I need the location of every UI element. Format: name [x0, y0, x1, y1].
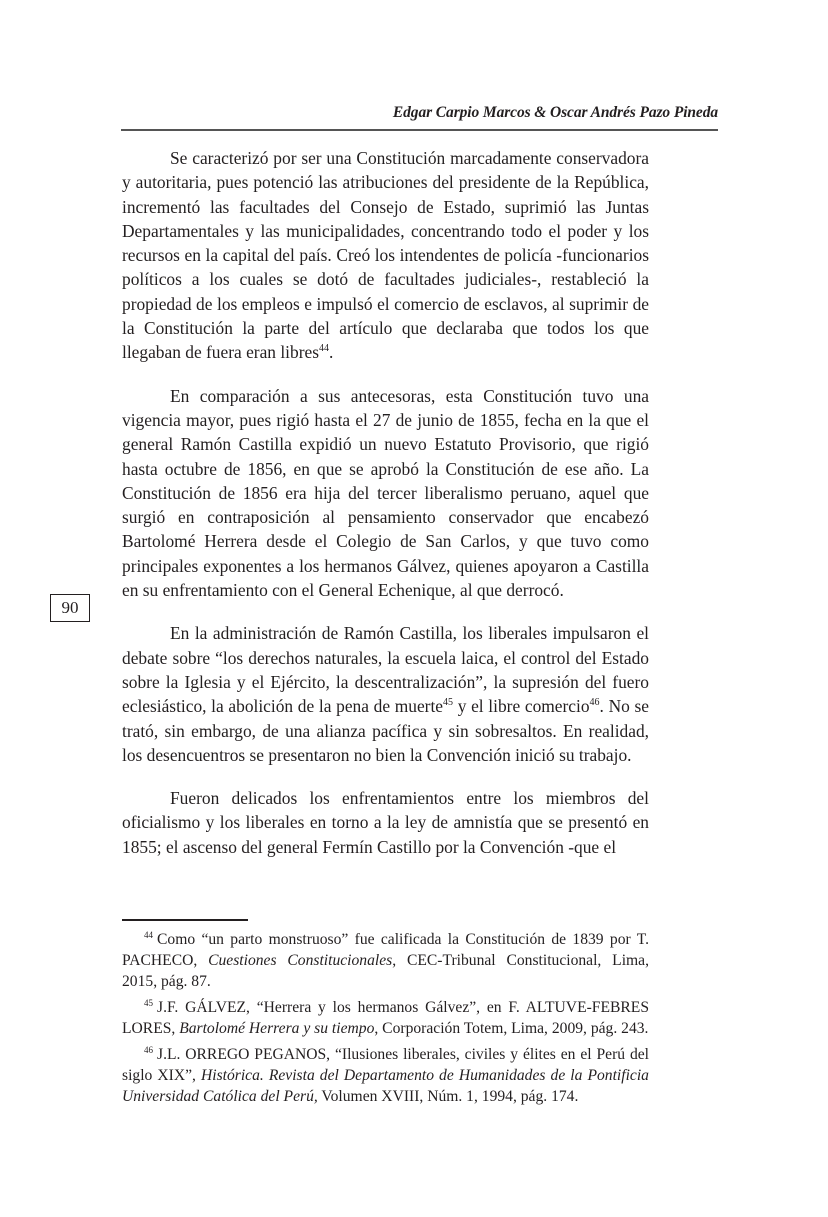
footnote-separator [122, 919, 248, 921]
footnotes [122, 929, 649, 1112]
footnote [122, 997, 649, 1039]
header-rule [121, 129, 718, 131]
paragraph-text: Fueron delicados los enfrentamientos entre los miembros del oficialismo y los liberales en torno a la ley de amnistía que se presentó en 1855; el ascenso del general Fermín Castillo por la Convención -que el [122, 788, 649, 857]
footnote-number: 45 [144, 997, 153, 1008]
footnote-ref[interactable]: 44 [319, 343, 329, 355]
page-number: 90 [50, 594, 90, 622]
footnote [122, 929, 649, 992]
paragraph-text: Se caracterizó por ser una Constitución marcadamente conservadora y autoritaria, pues potenció las atribuciones del presidente de la República, incrementó las facultades del Consejo de Estado, suprimió las Juntas Departamentales y las municipalidades, concentrando todo el poder y los recursos en la capital del país. Creó los intendentes de policía -funcionarios políticos a los cuales se dotó de facultades judiciales-, restableció la propiedad de los empleos e impulsó el comercio de esclavos, al suprimir de la Constitución la parte del artículo que declaraba que todos los que llegaban de fuera eran libres [122, 148, 649, 363]
footnote-title: Bartolomé Herrera y su tiempo [179, 1020, 375, 1037]
paragraph-text: . No se trató, sin embargo, de una alianza pacífica y sin sobresaltos. En realidad, los desencuentros se presentaron no bien la Convención inició su trabajo. [122, 696, 649, 765]
footnote-ref[interactable]: 46 [589, 697, 600, 709]
paragraph-text: . [329, 342, 334, 363]
footnote-text: , CEC-Tribunal Constitucional, Lima, 2015, pág. 87. [122, 952, 649, 990]
footnote-number: 46 [144, 1044, 153, 1055]
paragraph [122, 384, 649, 603]
footnote-title: Cuestiones Constitucionales [208, 952, 393, 969]
paragraph-text: y el libre comercio [453, 696, 590, 717]
paragraph [122, 621, 649, 767]
running-head: Edgar Carpio Marcos & Oscar Andrés Pazo Pineda [392, 104, 718, 121]
footnote-text: Volumen XVIII, Núm. 1, 1994, pág. 174. [317, 1088, 579, 1105]
footnote-text: Como “un parto monstruoso” fue calificada la Constitución de 1839 por T. PACHECO, [122, 931, 649, 969]
paragraph-text: En la administración de Ramón Castilla, los liberales impulsaron el debate sobre “los derechos naturales, la escuela laica, el control del Estado sobre la Iglesia y el Ejército, la descentralización”, la supresión del fuero eclesiástico, la abolición de la pena de muerte [122, 623, 649, 717]
footnote-ref[interactable]: 45 [443, 697, 454, 709]
footnote-number: 44 [144, 929, 153, 940]
footnote-text: J.L. ORREGO PEGANOS, “Ilusiones liberales, civiles y élites en el Perú del siglo XIX”, [122, 1046, 649, 1084]
paragraph-text: En comparación a sus antecesoras, esta Constitución tuvo una vigencia mayor, pues rigió hasta el 27 de junio de 1855, fecha en la que el general Ramón Castilla expidió un nuevo Estatuto Provisorio, que rigió hasta octubre de 1856, en que se aprobó la Constitución de ese año. La Constitución de 1856 era hija del tercer liberalismo peruano, aquel que surgió en contraposición al pensamiento conservador que encabezó Bartolomé Herrera desde el Colegio de San Carlos, y que tuvo como principales exponentes a los hermanos Gálvez, quienes apoyaron a Castilla en su enfrentamiento con el General Echenique, al que derrocó. [122, 385, 649, 601]
footnote-text: J.F. GÁLVEZ, “Herrera y los hermanos Gálvez”, en F. ALTUVE-FEBRES LORES, [122, 999, 649, 1037]
footnote [122, 1044, 649, 1107]
paragraph [122, 786, 649, 859]
footnote-text: , Corporación Totem, Lima, 2009, pág. 243. [374, 1020, 649, 1037]
footnote-title: Histórica. Revista del Departamento de Humanidades de la Pontificia Universidad Católica del Perú, [122, 1067, 649, 1105]
paragraph [122, 146, 649, 365]
body-text [122, 146, 649, 859]
